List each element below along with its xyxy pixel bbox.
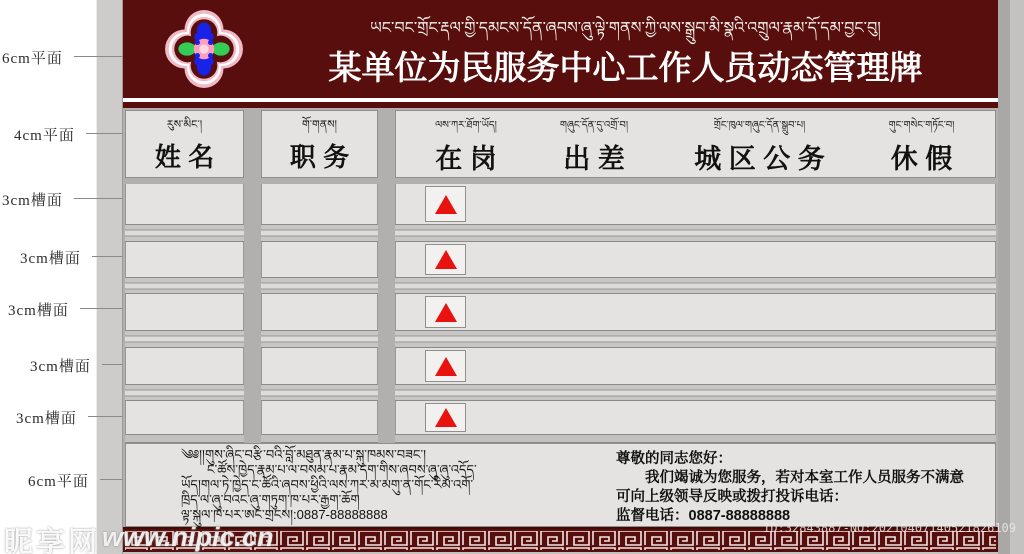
presence-marker[interactable] bbox=[425, 186, 466, 222]
groove-face bbox=[125, 224, 244, 242]
name-slot bbox=[125, 184, 244, 224]
dimension-label: 3cm槽面 bbox=[20, 251, 81, 267]
page-right-margin bbox=[1010, 0, 1024, 554]
notice-chinese-line: 尊敬的同志您好： bbox=[616, 451, 732, 467]
watermark-site-url: www.nipic.cn bbox=[102, 522, 274, 552]
board-title-tibetan: ཡང་བང་གྲོང་རྡལ་གྱི་དམངས་དོན་ཞབས་ཞུ་ལྟེ་གནས་ཀྱི་ལས་སྒྲུབ་མི་སྣའི་འགྲུལ་རྣམ་དོ་དམ་བྱང་བུ། bbox=[370, 20, 881, 37]
status-header-cell bbox=[395, 110, 996, 178]
groove-face bbox=[125, 330, 244, 348]
notice-tibetan-line: ང་ཚོས་ཁྱེད་རྣམ་པ་ལ་བསམ་པ་རྣམ་དག་གིས་ཞབས་ཞུ་ཞུ་འདོད་ bbox=[207, 462, 477, 477]
dimension-label: 3cm槽面 bbox=[8, 303, 69, 319]
name-slot bbox=[125, 294, 244, 330]
status-header-onduty bbox=[396, 117, 536, 176]
groove-face bbox=[395, 330, 996, 348]
groove-face bbox=[261, 330, 378, 348]
dimension-label: 6cm平面 bbox=[28, 474, 89, 490]
status-citybusiness-label: 城 区 公 务 bbox=[694, 144, 825, 174]
name-slot bbox=[125, 401, 244, 434]
groove-face bbox=[395, 384, 996, 401]
dimension-label: 6cm平面 bbox=[2, 51, 63, 67]
triangle-up-icon bbox=[435, 408, 457, 427]
dimension-label: 3cm槽面 bbox=[2, 193, 63, 209]
position-slot bbox=[261, 348, 378, 384]
status-onduty-tibetan: ལས་ཀར་ཐོག་ཡོད། bbox=[435, 120, 497, 131]
status-trip-label: 出 差 bbox=[563, 144, 625, 174]
triangle-up-icon bbox=[435, 250, 457, 269]
board-left-edge-face bbox=[96, 0, 123, 554]
status-slot bbox=[395, 242, 996, 277]
position-slot bbox=[261, 294, 378, 330]
board-title: 某单位为民服务中心工作人员动态管理牌 bbox=[328, 49, 923, 86]
presence-marker[interactable] bbox=[425, 350, 466, 382]
position-header-tibetan: གོ་གནས། bbox=[301, 119, 337, 131]
status-header-trip bbox=[524, 117, 664, 176]
groove-face bbox=[125, 434, 244, 443]
name-column bbox=[125, 108, 244, 443]
dimension-label: 3cm槽面 bbox=[16, 411, 77, 427]
groove-face bbox=[125, 277, 244, 294]
name-header-cell bbox=[125, 110, 244, 178]
dimension-label: 3cm槽面 bbox=[30, 359, 91, 375]
status-slot bbox=[395, 348, 996, 384]
groove-face bbox=[261, 224, 378, 242]
groove-face bbox=[395, 224, 996, 242]
notice-chinese-line: 我们竭诚为您服务，若对本室工作人员服务不满意 bbox=[645, 470, 964, 486]
triangle-up-icon bbox=[435, 303, 457, 322]
board-face bbox=[123, 108, 998, 527]
status-trip-tibetan: གཞུང་དོན་དུ་འགྲོ་བ། bbox=[559, 120, 629, 131]
notice-chinese-text bbox=[616, 450, 981, 526]
notice-chinese-line: 可向上级领导反映或拨打投诉电话： bbox=[616, 489, 848, 505]
groove-face bbox=[261, 277, 378, 294]
watermark-id: ID:32843887-NO:20210407140521826109 bbox=[763, 521, 1016, 535]
position-slot bbox=[261, 184, 378, 224]
groove-face bbox=[395, 277, 996, 294]
status-slot bbox=[395, 294, 996, 330]
board-right-edge-face bbox=[998, 0, 1010, 554]
name-header-label: 姓 名 bbox=[154, 142, 215, 172]
position-column bbox=[261, 108, 378, 443]
status-onduty-label: 在 岗 bbox=[435, 144, 497, 174]
notice-tibetan-text bbox=[181, 447, 581, 522]
notice-tibetan-line: ཡོད།གལ་ཏེ་ཁྱེད་ང་ཚོའི་ཞབས་ཕྱིའི་ལས་ཀར་མ་མགུ་ན་གོང་རིམ་འགོ་ bbox=[181, 477, 474, 492]
status-slot bbox=[395, 184, 996, 224]
presence-marker[interactable] bbox=[425, 296, 466, 328]
name-header-tibetan: རུས་མིང་། bbox=[166, 119, 203, 131]
notice-panel bbox=[125, 443, 996, 527]
status-vacation-tibetan: གུང་གསེང་གཏོང་བ། bbox=[888, 120, 955, 131]
groove-face bbox=[395, 434, 996, 443]
status-header-citybusiness bbox=[677, 117, 842, 176]
status-slot bbox=[395, 401, 996, 434]
board-header bbox=[123, 0, 998, 98]
triangle-up-icon bbox=[435, 357, 457, 376]
groove-face bbox=[261, 434, 378, 443]
name-slot bbox=[125, 348, 244, 384]
presence-marker[interactable] bbox=[425, 403, 466, 432]
status-header-vacation bbox=[849, 117, 994, 176]
presence-marker[interactable] bbox=[425, 244, 466, 275]
notice-chinese-line: 监督电话：0887-88888888 bbox=[616, 508, 791, 524]
emblem-logo bbox=[163, 8, 245, 90]
status-column bbox=[395, 108, 996, 443]
position-slot bbox=[261, 401, 378, 434]
position-slot bbox=[261, 242, 378, 277]
triangle-up-icon bbox=[435, 195, 457, 214]
watermark-site-name: 昵享网 bbox=[4, 527, 101, 554]
groove-face bbox=[261, 384, 378, 401]
notice-tibetan-line: ༄༅།།གུས་ཞིང་བརྩི་བའི་བློ་མཐུན་རྣམ་པ་སྐུ་ཁམས་བཟང་། bbox=[181, 447, 426, 462]
notice-tibetan-line: ཁྲིད་ལ་ཞུ་བའང་ཞུ་གཏུག་ཁ་པར་རྒྱག་ཆོག bbox=[181, 492, 360, 507]
status-vacation-label: 休 假 bbox=[890, 144, 953, 174]
status-citybusiness-tibetan: གྲོང་ཁུལ་གཞུང་དོན་སྒྲུབ་པ། bbox=[713, 120, 806, 131]
dimension-label: 4cm平面 bbox=[14, 128, 75, 144]
name-slot bbox=[125, 242, 244, 277]
position-header-label: 职 务 bbox=[289, 142, 350, 172]
groove-face bbox=[125, 384, 244, 401]
position-header-cell bbox=[261, 110, 378, 178]
notice-tibetan-line: ལྟ་སྐུལ་ཁ་པར་ཨང་གྲངས།:0887-88888888 bbox=[181, 507, 388, 522]
